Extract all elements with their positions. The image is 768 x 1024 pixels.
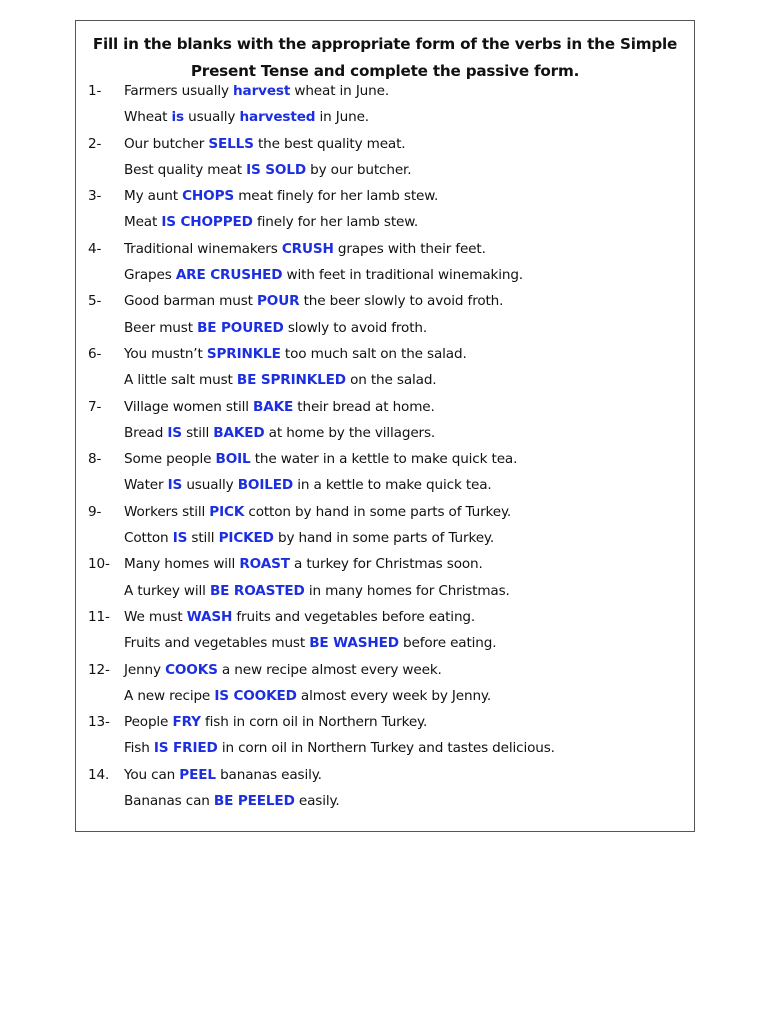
- item-number: 12-: [88, 661, 110, 678]
- active-sentence: [76, 551, 694, 577]
- sentence-segment: meat finely for her lamb stew.: [234, 188, 439, 205]
- sentence-segment: finely for her lamb stew.: [252, 214, 419, 231]
- sentence-segment: the best quality meat.: [253, 135, 406, 152]
- sentence-segment: You can: [124, 766, 180, 783]
- title-line-2: Present Tense and complete the passive form.: [190, 62, 580, 80]
- sentence-segment: their bread at home.: [293, 398, 435, 415]
- passive-sentence: [76, 157, 694, 183]
- item-number: 4-: [88, 240, 102, 257]
- sentence-segment: in June.: [315, 109, 369, 126]
- sentence-text: [124, 709, 427, 735]
- sentence-segment: Traditional winemakers: [124, 240, 282, 257]
- sentence-text: [124, 157, 411, 183]
- answer-word: WASH: [186, 608, 233, 625]
- sentence-text: [124, 341, 467, 367]
- answer-word: IS: [167, 477, 183, 494]
- sentence-segment: fish in corn oil in Northern Turkey.: [200, 714, 428, 731]
- sentence-text: [124, 578, 510, 604]
- sentence-segment: in many homes for Christmas.: [304, 582, 510, 599]
- passive-sentence: [76, 683, 694, 709]
- passive-sentence: [76, 525, 694, 551]
- active-sentence: [76, 78, 694, 104]
- exercise-item: [76, 551, 694, 604]
- passive-sentence: [76, 420, 694, 446]
- sentence-segment: usually: [183, 109, 240, 126]
- sentence-segment: You mustn’t: [124, 345, 207, 362]
- sentence-segment: slowly to avoid froth.: [283, 319, 428, 336]
- sentence-segment: in a kettle to make quick tea.: [293, 477, 492, 494]
- sentence-text: [124, 604, 475, 630]
- sentence-segment: Many homes will: [124, 556, 240, 573]
- passive-sentence: [76, 315, 694, 341]
- item-number: 2-: [88, 135, 102, 152]
- item-number: 11-: [88, 608, 110, 625]
- worksheet-box: [75, 20, 695, 832]
- answer-word: ROAST: [239, 556, 290, 573]
- active-sentence: [76, 236, 694, 262]
- sentence-segment: on the salad.: [345, 372, 437, 389]
- active-sentence: [76, 762, 694, 788]
- sentence-segment: Cotton: [124, 530, 173, 547]
- answer-word: IS FRIED: [153, 740, 218, 757]
- sentence-segment: still: [181, 424, 214, 441]
- sentence-segment: Wheat: [124, 109, 172, 126]
- sentence-text: [124, 288, 503, 314]
- sentence-text: [124, 104, 369, 130]
- active-sentence: [76, 288, 694, 314]
- sentence-text: [124, 394, 435, 420]
- sentence-segment: a new recipe almost every week.: [217, 661, 442, 678]
- sentence-text: [124, 657, 442, 683]
- exercise-item: [76, 236, 694, 289]
- sentence-segment: A new recipe: [124, 687, 215, 704]
- passive-sentence: [76, 367, 694, 393]
- item-number: 1-: [88, 83, 102, 99]
- sentence-text: [124, 315, 427, 341]
- sentence-segment: by hand in some parts of Turkey.: [273, 530, 495, 547]
- sentence-segment: wheat in June.: [290, 83, 389, 99]
- answer-word: COOKS: [165, 661, 218, 678]
- passive-sentence: [76, 262, 694, 288]
- sentence-text: [124, 551, 483, 577]
- sentence-segment: Bread: [124, 424, 168, 441]
- sentence-segment: A little salt must: [124, 372, 237, 389]
- sentence-segment: with feet in traditional winemaking.: [282, 267, 523, 284]
- sentence-segment: Meat: [124, 214, 162, 231]
- answer-word: IS SOLD: [246, 161, 306, 178]
- answer-word: CRUSH: [281, 240, 334, 257]
- passive-sentence: [76, 104, 694, 130]
- answer-word: BE SPRINKLED: [236, 372, 346, 389]
- sentence-text: [124, 446, 517, 472]
- sentence-text: [124, 131, 405, 157]
- sentence-text: [124, 236, 486, 262]
- sentence-segment: Fish: [124, 740, 154, 757]
- sentence-segment: Some people: [124, 451, 216, 468]
- sentence-segment: still: [187, 530, 219, 547]
- passive-sentence: [76, 209, 694, 235]
- sentence-segment: a turkey for Christmas soon.: [289, 556, 483, 573]
- sentence-segment: Jenny: [124, 661, 166, 678]
- title-line-1: Fill in the blanks with the appropriate form of the verbs in the Simple: [92, 35, 678, 53]
- answer-word: PICK: [209, 503, 245, 520]
- sentence-segment: Farmers usually: [124, 83, 234, 99]
- answer-word: PICKED: [218, 530, 274, 547]
- active-sentence: [76, 341, 694, 367]
- active-sentence: [76, 131, 694, 157]
- sentence-text: [124, 499, 511, 525]
- exercise-item: [76, 78, 694, 131]
- sentence-segment: Fruits and vegetables must: [124, 635, 310, 652]
- sentence-text: [124, 209, 418, 235]
- sentence-segment: Village women still: [124, 398, 254, 415]
- answer-word: IS: [167, 424, 182, 441]
- exercise-list: [76, 78, 694, 814]
- sentence-text: [124, 762, 322, 788]
- sentence-text: [124, 735, 555, 761]
- answer-word: BE WASHED: [309, 635, 399, 652]
- answer-word: harvest: [233, 83, 291, 99]
- sentence-text: [124, 367, 436, 393]
- sentence-text: [124, 420, 435, 446]
- active-sentence: [76, 394, 694, 420]
- sentence-segment: Best quality meat: [124, 161, 247, 178]
- sentence-segment: before eating.: [398, 635, 497, 652]
- sentence-segment: bananas easily.: [215, 766, 322, 783]
- active-sentence: [76, 709, 694, 735]
- answer-word: BAKE: [253, 398, 294, 415]
- answer-word: IS: [172, 530, 188, 547]
- active-sentence: [76, 604, 694, 630]
- answer-word: harvested: [239, 109, 316, 126]
- answer-word: POUR: [256, 293, 300, 310]
- sentence-segment: the beer slowly to avoid froth.: [299, 293, 504, 310]
- sentence-segment: Good barman must: [124, 293, 257, 310]
- sentence-segment: in corn oil in Northern Turkey and tastes delicious.: [217, 740, 555, 757]
- passive-sentence: [76, 472, 694, 498]
- sentence-segment: fruits and vegetables before eating.: [232, 608, 476, 625]
- sentence-segment: Water: [124, 477, 168, 494]
- sentence-text: [124, 262, 523, 288]
- sentence-segment: usually: [182, 477, 238, 494]
- passive-sentence: [76, 578, 694, 604]
- item-number: 3-: [88, 188, 102, 205]
- sentence-segment: Bananas can: [124, 793, 214, 810]
- item-number: 5-: [88, 293, 102, 310]
- sentence-segment: almost every week by Jenny.: [296, 687, 492, 704]
- answer-word: BAKED: [213, 424, 265, 441]
- sentence-text: [124, 525, 494, 551]
- exercise-item: [76, 604, 694, 657]
- sentence-segment: Our butcher: [124, 135, 209, 152]
- sentence-text: [124, 630, 496, 656]
- active-sentence: [76, 183, 694, 209]
- sentence-segment: cotton by hand in some parts of Turkey.: [244, 503, 512, 520]
- sentence-text: [124, 472, 492, 498]
- sentence-text: [124, 683, 491, 709]
- exercise-item: [76, 499, 694, 552]
- exercise-item: [76, 394, 694, 447]
- exercise-item: [76, 341, 694, 394]
- exercise-item: [76, 131, 694, 184]
- answer-word: CHOPS: [182, 188, 235, 205]
- sentence-segment: by our butcher.: [305, 161, 412, 178]
- sentence-segment: We must: [124, 608, 187, 625]
- item-number: 9-: [88, 503, 102, 520]
- item-number: 6-: [88, 345, 102, 362]
- answer-word: IS COOKED: [214, 687, 297, 704]
- item-number: 13-: [88, 714, 110, 731]
- item-number: 14.: [88, 766, 110, 783]
- sentence-segment: too much salt on the salad.: [280, 345, 467, 362]
- sentence-segment: Workers still: [124, 503, 210, 520]
- answer-word: FRY: [172, 714, 201, 731]
- sentence-segment: at home by the villagers.: [264, 424, 436, 441]
- answer-word: SPRINKLE: [206, 345, 281, 362]
- answer-word: BOIL: [215, 451, 251, 468]
- exercise-item: [76, 762, 694, 815]
- active-sentence: [76, 657, 694, 683]
- passive-sentence: [76, 788, 694, 814]
- sentence-segment: easily.: [294, 793, 340, 810]
- item-number: 8-: [88, 451, 102, 468]
- sentence-segment: Grapes: [124, 267, 176, 284]
- answer-word: BE POURED: [197, 319, 284, 336]
- item-number: 10-: [88, 556, 110, 573]
- exercise-item: [76, 709, 694, 762]
- answer-word: IS CHOPPED: [161, 214, 253, 231]
- passive-sentence: [76, 735, 694, 761]
- answer-word: BE ROASTED: [209, 582, 305, 599]
- passive-sentence: [76, 630, 694, 656]
- exercise-item: [76, 288, 694, 341]
- sentence-segment: the water in a kettle to make quick tea.: [250, 451, 518, 468]
- sentence-text: [124, 183, 438, 209]
- sentence-segment: People: [124, 714, 173, 731]
- answer-word: SELLS: [208, 135, 254, 152]
- answer-word: is: [171, 109, 184, 126]
- sentence-segment: A turkey will: [124, 582, 210, 599]
- sentence-text: [124, 788, 340, 814]
- exercise-item: [76, 657, 694, 710]
- exercise-item: [76, 183, 694, 236]
- answer-word: BE PEELED: [213, 793, 295, 810]
- sentence-segment: grapes with their feet.: [333, 240, 486, 257]
- worksheet-title: [76, 31, 694, 85]
- item-number: 7-: [88, 398, 102, 415]
- sentence-segment: Beer must: [124, 319, 198, 336]
- answer-word: PEEL: [179, 766, 216, 783]
- answer-word: ARE CRUSHED: [175, 267, 283, 284]
- sentence-segment: My aunt: [124, 188, 183, 205]
- active-sentence: [76, 499, 694, 525]
- sentence-text: [124, 78, 389, 104]
- exercise-item: [76, 446, 694, 499]
- answer-word: BOILED: [237, 477, 294, 494]
- active-sentence: [76, 446, 694, 472]
